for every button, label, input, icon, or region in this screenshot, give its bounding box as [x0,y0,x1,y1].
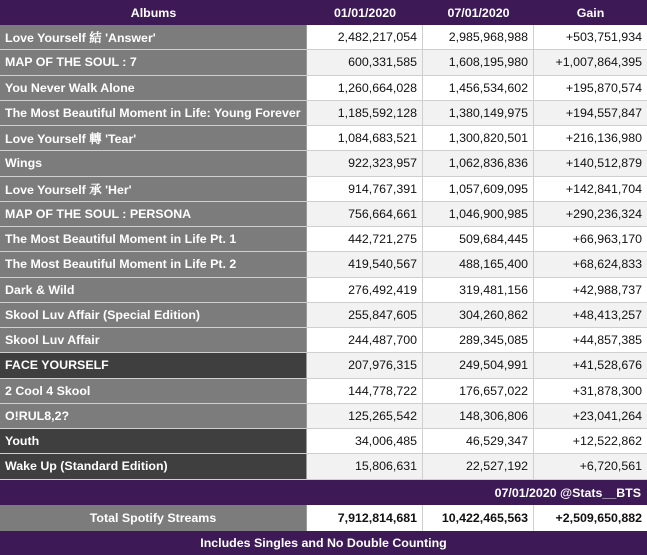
value-gain: +23,041,264 [534,404,647,428]
footer-row [0,531,647,555]
table-row [0,151,647,176]
table-row [0,76,647,101]
value-date2: 1,608,195,980 [423,50,534,74]
value-gain: +66,963,170 [534,227,647,251]
value-date2: 1,062,836,836 [423,151,534,175]
value-date2: 488,165,400 [423,252,534,276]
value-date1: 914,767,391 [307,177,423,201]
album-name: O!RUL8,2? [0,404,307,428]
value-date2: 249,504,991 [423,353,534,377]
album-name: The Most Beautiful Moment in Life: Young Forever [0,101,307,125]
album-name: Wake Up (Standard Edition) [0,454,307,478]
value-date1: 419,540,567 [307,252,423,276]
value-date1: 2,482,217,054 [307,25,423,49]
value-date2: 176,657,022 [423,379,534,403]
value-date2: 1,380,149,975 [423,101,534,125]
table-row [0,101,647,126]
value-date1: 1,084,683,521 [307,126,423,150]
table-row [0,177,647,202]
table-row [0,303,647,328]
value-date2: 22,527,192 [423,454,534,478]
value-date2: 319,481,156 [423,278,534,302]
table-row [0,227,647,252]
album-name: FACE YOURSELF [0,353,307,377]
table-row [0,252,647,277]
album-name: Skool Luv Affair [0,328,307,352]
total-gain-value: +2,509,650,882 [534,505,647,531]
value-date1: 244,487,700 [307,328,423,352]
table-row [0,126,647,151]
table-row [0,353,647,378]
value-date1: 207,976,315 [307,353,423,377]
value-gain: +12,522,862 [534,429,647,453]
total-label: Total Spotify Streams [0,505,307,531]
album-name: Dark & Wild [0,278,307,302]
value-date1: 1,260,664,028 [307,76,423,100]
total-row [0,505,647,531]
album-name: The Most Beautiful Moment in Life Pt. 1 [0,227,307,251]
total-date2-value: 10,422,465,563 [423,505,534,531]
album-name: 2 Cool 4 Skool [0,379,307,403]
value-date1: 922,323,957 [307,151,423,175]
value-gain: +68,624,833 [534,252,647,276]
value-gain: +503,751,934 [534,25,647,49]
album-name: Love Yourself 承 'Her' [0,177,307,201]
value-date2: 148,306,806 [423,404,534,428]
album-name: MAP OF THE SOUL : PERSONA [0,202,307,226]
value-date2: 2,985,968,988 [423,25,534,49]
value-date1: 756,664,661 [307,202,423,226]
album-name: Love Yourself 轉 'Tear' [0,126,307,150]
credit-text: 07/01/2020 @Stats__BTS [494,485,641,500]
album-name: Love Yourself 結 'Answer' [0,25,307,49]
value-gain: +44,857,385 [534,328,647,352]
table-row [0,404,647,429]
value-date1: 276,492,419 [307,278,423,302]
value-date2: 1,057,609,095 [423,177,534,201]
value-gain: +290,236,324 [534,202,647,226]
value-date1: 144,778,722 [307,379,423,403]
table-row [0,202,647,227]
header-gain: Gain [576,5,605,20]
credit-row [0,480,647,505]
value-gain: +6,720,561 [534,454,647,478]
value-date2: 304,260,862 [423,303,534,327]
value-gain: +140,512,879 [534,151,647,175]
table-row [0,429,647,454]
value-date2: 509,684,445 [423,227,534,251]
value-date2: 1,046,900,985 [423,202,534,226]
value-date1: 34,006,485 [307,429,423,453]
album-name: The Most Beautiful Moment in Life Pt. 2 [0,252,307,276]
album-name: You Never Walk Alone [0,76,307,100]
value-gain: +42,988,737 [534,278,647,302]
album-name: Wings [0,151,307,175]
value-gain: +48,413,257 [534,303,647,327]
value-date1: 600,331,585 [307,50,423,74]
table-row [0,25,647,50]
value-gain: +195,870,574 [534,76,647,100]
table-header [0,0,647,25]
value-date2: 46,529,347 [423,429,534,453]
value-date1: 1,185,592,128 [307,101,423,125]
value-gain: +142,841,704 [534,177,647,201]
header-date2: 07/01/2020 [447,5,510,20]
table-row [0,454,647,479]
table-row [0,379,647,404]
value-gain: +216,136,980 [534,126,647,150]
value-gain: +194,557,847 [534,101,647,125]
value-date2: 289,345,085 [423,328,534,352]
table-row [0,328,647,353]
table-row [0,278,647,303]
value-date1: 15,806,631 [307,454,423,478]
value-date1: 442,721,275 [307,227,423,251]
value-gain: +31,878,300 [534,379,647,403]
value-date1: 125,265,542 [307,404,423,428]
header-albums: Albums [130,5,177,20]
value-date2: 1,300,820,501 [423,126,534,150]
album-name: MAP OF THE SOUL : 7 [0,50,307,74]
footer-note: Includes Singles and No Double Counting [200,536,447,550]
header-date1: 01/01/2020 [333,5,396,20]
album-name: Skool Luv Affair (Special Edition) [0,303,307,327]
value-date1: 255,847,605 [307,303,423,327]
total-date1-value: 7,912,814,681 [307,505,423,531]
value-date2: 1,456,534,602 [423,76,534,100]
value-gain: +41,528,676 [534,353,647,377]
value-gain: +1,007,864,395 [534,50,647,74]
album-name: Youth [0,429,307,453]
table-row [0,50,647,75]
